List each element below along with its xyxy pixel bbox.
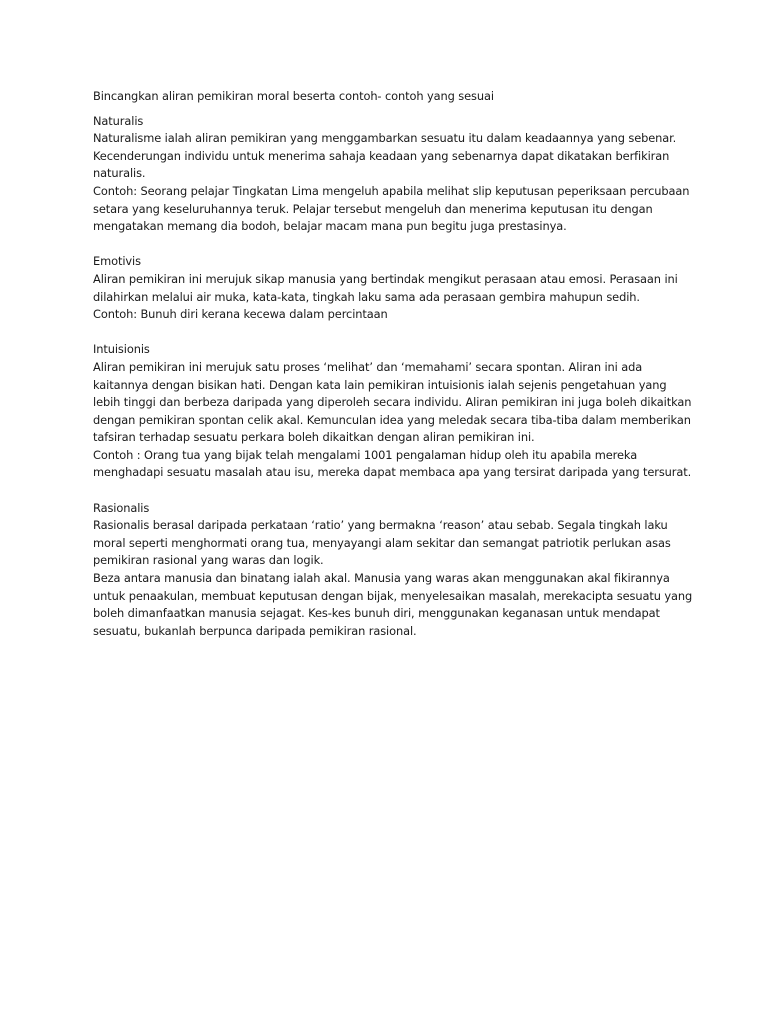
section-paragraph: Beza antara manusia dan binatang ialah akal. Manusia yang waras akan menggunakan akal fikirannya untuk penaakulan, membuat keputusan dengan bijak, menyelesaikan masalah, merekacipta sesuatu yang boleh dimanfaatkan manusia sejagat. Kes-kes bunuh diri, menggunakan keganasan untuk mendapat sesuatu, bukanlah berpunca daripada pemikiran rasional. (93, 571, 693, 638)
section-heading: Naturalis (93, 113, 144, 128)
document-body (93, 88, 693, 658)
section-heading: Intuisionis (93, 342, 150, 357)
section-rasionalis (93, 500, 693, 641)
section-intuisionis (93, 341, 693, 482)
section-emotivis (93, 253, 693, 323)
document-title: Bincangkan aliran pemikiran moral beserta contoh- contoh yang sesuai (93, 89, 494, 103)
section-paragraph: Rasionalis berasal daripada perkataan ‘ratio’ yang bermakna ‘reason’ atau sebab. Segala tingkah laku moral seperti menghormati orang tua, menyayangi alam sekitar dan semangat patriotik perlukan asas pemikiran rasional yang waras dan logik. (93, 518, 671, 568)
section-heading: Rasionalis (93, 500, 150, 515)
section-paragraph: Aliran pemikiran ini merujuk satu proses ‘melihat’ dan ‘memahami’ secara spontan. Aliran ini ada kaitannya dengan bisikan hati. Dengan kata lain pemikiran intuisionis ialah sejenis pengetahuan yang lebih tinggi dan berbeza daripada yang diperoleh secara individu. Aliran pemikiran ini juga boleh dikaitkan dengan pemikiran spontan celik akal. Kemunculan idea yang meledak secara tiba-tiba dalam memberikan tafsiran terhadap sesuatu perkara boleh dikaitkan dengan aliran pemikiran ini. (93, 359, 692, 445)
section-naturalis (93, 113, 693, 236)
section-paragraph: Aliran pemikiran ini merujuk sikap manusia yang bertindak mengikut perasaan atau emosi. Perasaan ini dilahirkan melalui air muka, kata-kata, tingkah laku sama ada perasaan gembira mahupun sedih. (93, 271, 678, 304)
section-example: Contoh: Seorang pelajar Tingkatan Lima mengeluh apabila melihat slip keputusan peperiksaan percubaan setara yang keseluruhannya teruk. Pelajar tersebut mengeluh dan menerima keputusan itu dengan mengatakan memang dia bodoh, belajar macam mana pun begitu juga prestasinya. (93, 183, 690, 234)
section-heading: Emotivis (93, 254, 141, 269)
section-example: Contoh: Bunuh diri kerana kecewa dalam percintaan (93, 307, 388, 322)
section-paragraph: Naturalisme ialah aliran pemikiran yang menggambarkan sesuatu itu dalam keadaannya yang sebenar. Kecenderungan individu untuk menerima sahaja keadaan yang sebenarnya dapat dikatakan berfikiran naturalis. (93, 131, 677, 181)
section-example: Contoh : Orang tua yang bijak telah mengalami 1001 pengalaman hidup oleh itu apabila mereka menghadapi sesuatu masalah atau isu, mereka dapat membaca apa yang tersirat daripada yang tersurat. (93, 447, 692, 480)
